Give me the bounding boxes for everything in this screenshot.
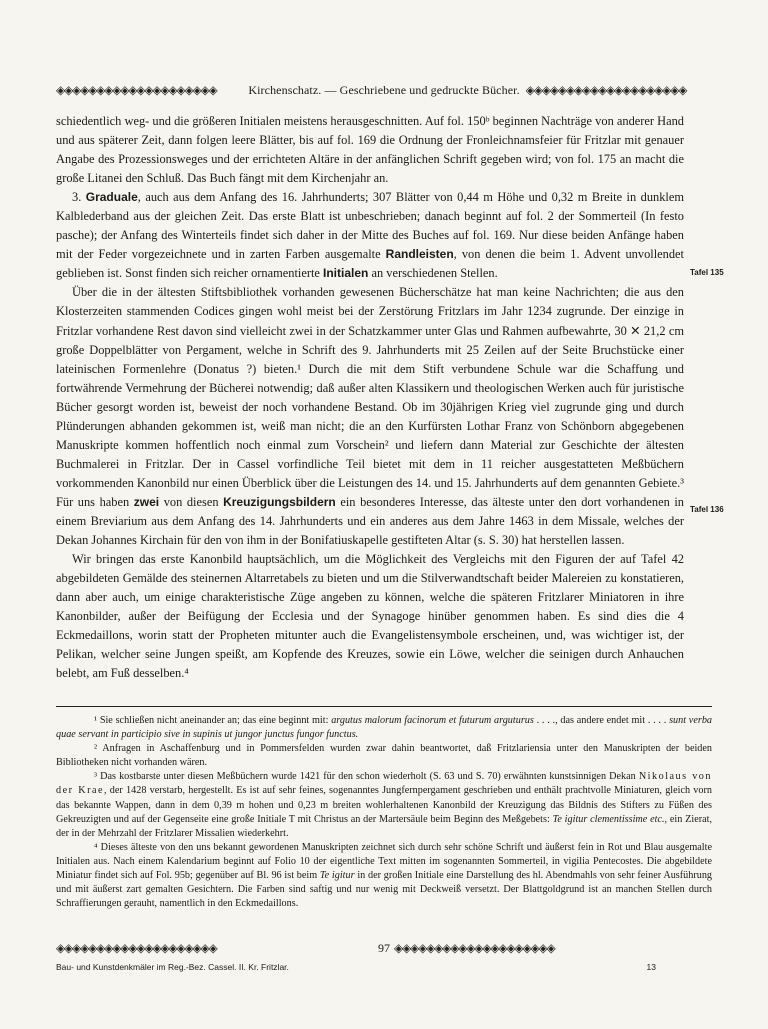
paragraph [56,550,684,683]
running-header-title: Kirchenschatz. — Geschriebene und gedruckte Bücher. [248,82,520,97]
text-run: , auch aus dem Anfang des 16. Jahrhunderts; 307 Blätter von 0,44 m Höhe und 0,32 m Breite in dunklem Kalblederband aus der gleichen Zeit. Das erste Blatt ist unbeschrieben; danach beginnt auf fol. 2 der Sommerteil (In festo pasche); der Anfang des Winterteils findet sich daher in der Mitte des Buches auf fol. 169. Nur diese beiden Anfänge haben mit der Feder vorgezeichnete und in zarten Farben ausgemalte [56,190,685,262]
header-ornament-right: ◈◈◈◈◈◈◈◈◈◈◈◈◈◈◈◈◈◈◈◈ [525,83,687,97]
bold-term: zwei [133,494,160,509]
italic-quote: argutus malorum facinorum et futurum arguturus [331,715,534,726]
paragraph [56,283,684,550]
running-header [56,82,712,98]
bold-term: Initialen [323,266,369,281]
text-run: , ein Zierat, der in der Mehrzahl der Fritzlarer Missalien wiederkehrt. [56,813,713,839]
text-run: , der 1428 verstarb, hergestellt. Es ist auf sehr feines, sogenanntes Jungfernpergament geschrieben und enthält prachtvolle Miniaturen, gleich vorn das bekannte Wappen, dann in dem 0,39 m hohen und 0,23 m breiten wohlerhaltenen Kanonbild der Kreuzigung das Bildnis des Stifters zu Füßen des Gekreuzigten und auf der Gegenseite eine große Initiale T mit Christus an der Martersäule beim Beginn des Meßgebets: [56,785,712,825]
footnote [56,841,712,911]
text-run: ³ Das kostbarste unter diesen Meßbüchern wurde 1421 für den schon wiederholt (S. 63 und S. 70) erwähnten kunstsinnigen Dekan [94,771,639,783]
bold-term: Graduale [85,190,138,205]
text-run: ² Anfragen in Aschaffenburg und in Pommersfelden wurden zwar dahin beantwortet, daß Fritzlariensia unter den Manuskripten der beiden Bibliotheken nicht vorhanden wären. [56,743,712,769]
italic-quote: sunt verba quae servant in participio sive in supinis ut jungor junctus fungor functus. [56,715,713,741]
text-run: an verschiedenen Stellen. [368,266,498,281]
series-title: Bau- und Kunstdenkmäler im Reg.-Bez. Cassel. II. Kr. Fritzlar. [56,962,289,972]
text-run: , von denen die beim 1. Advent unvollendet geblieben ist. Sonst finden sich reicher ornamentierte [56,247,684,281]
footer-ornament-right: ◈◈◈◈◈◈◈◈◈◈◈◈◈◈◈◈◈◈◈◈ [394,941,555,955]
paragraph [56,112,684,188]
margin-note-tafel-135: Tafel 135 [690,268,724,277]
text-run: . . . ., das andere endet mit . . . . [533,715,670,726]
sheet-signature: 13 [646,962,656,972]
footnotes [56,714,712,911]
spaced-name: Nikolaus von der Krae [56,771,712,797]
bold-term: Randleisten [385,247,454,262]
text-run: ein besonderes Interesse, das älteste unter den dort vorhandenen in einem Breviarium aus dem Anfang des 14. Jahrhunderts und ein anderes aus dem Jahre 1463 in dem Missale, welches der Dekan Johannes Kirchain für den von ihm in der Bonifatiuskapelle gestifteten Altar (s. S. 30) hat herstellen lassen. [56,494,684,548]
page-footer [56,962,712,976]
footnote [56,770,712,840]
text-run: 3. [72,190,86,205]
footnote-separator [56,706,712,707]
footnote [56,714,712,742]
page-number: 97 [378,940,390,955]
italic-quote: Te igitur [319,870,355,882]
header-ornament-left: ◈◈◈◈◈◈◈◈◈◈◈◈◈◈◈◈◈◈◈◈ [56,83,217,97]
footer-ornament-left: ◈◈◈◈◈◈◈◈◈◈◈◈◈◈◈◈◈◈◈◈ [56,941,217,955]
footnote [56,742,712,770]
text-run: ⁴ Dieses älteste von den uns bekannt gewordenen Manuskripten zeichnet sich durch sehr schöne Schrift und äußerst fein in Rot und Blau ausgemalte Initialen aus. Nach einem Kalendarium beginnt auf Folio 10 der eigentliche Text mitten im sogenannten Sommerteil, in vigilia Pentecostes. Die abgebildete Miniatur findet sich auf Fol. 95b; gegenüber auf Bl. 96 ist beim [56,841,712,882]
text-run: in der großen Initiale eine Darstellung des hl. Abendmahls von sehr feiner Ausführung und mit äußerst zart gemalten Gesichtern. Die Farben sind saftig und nur wenig mit Deckweiß versetzt. Der Blattgoldgrund ist an manchen Stellen durch Schraffierungen gerauht, namentlich in den Eckmedaillons. [56,870,713,910]
paragraph [56,188,684,283]
bold-term: Kreuzigungsbildern [223,494,336,509]
text-run: Über die in der ältesten Stiftsbibliothek vorhanden gewesenen Bücherschätze hat man keine Nachrichten; die aus den Klosterzeiten stammenden Codices gingen wohl meist bei der Zerstörung Fritzlars im Jahr 1234 zugrunde. Der einzige in Fritzlar vorhandene Rest davon sind vielleicht zwei in der Schatzkammer unter Glas und Rahmen aufbewahrte, 30 ✕ 21,2 cm große Doppelblätter von Pergament, welche in Schrift des 9. Jahrhunderts mit 25 Zeilen auf der Seite Bruchstücke einer lateinischen Formenlehre (Donatus ?) bieten.¹ Durch die mit dem Stift verbundene Schule war die Schaffung und fortwährende Vermehrung der Bücherei notwendig; daß außer alten Klassikern und theologischen Werken auch für juristische Bücher gesorgt worden ist, beweist der noch vorhandene Bestand. Ob im 30jährigen Krieg viel zugrunde ging und durch Plünderungen abhanden gekommen ist, weiß man nicht; die an den Kurfürsten Lothar Franz von Schönborn abgegebenen Manuskripte kommen hoffentlich noch einmal zum Vorschein² und liefern dann Material zur Geschichte der ältesten Buchmalerei in Fritzlar. Der in Cassel vorfindliche Teil bietet mit dem in 11 reicher ausgestatteten Meßbüchern vorkommenden Kanonbild nur einen Überblick über die Leistungen des 14. und 15. Jahrhunderts auf dem genannten Gebiete.³ Für uns haben [56,285,684,509]
text-run: schiedentlich weg- und die größeren Initialen meistens herausgeschnitten. Auf fol. 150ᵇ beginnen Nachträge von anderer Hand und aus späterer Zeit, dann folgen leere Blätter, bis auf fol. 169 die Ordnung der Fronleichnamsfeier für Fritzlar mit genauer Angabe des Prozessionsweges und der errichteten Altäre in der anfänglichen Schrift gegeben wird; von fol. 175 an macht die große Litanei den Schluß. Das Buch fängt mit dem Kirchenjahr an. [56,114,684,186]
margin-note-tafel-136: Tafel 136 [690,505,724,514]
text-run: von diesen [159,494,224,509]
text-run: ¹ Sie schließen nicht aneinander an; das eine beginnt mit: [94,715,332,726]
page-number-bar [56,940,712,956]
italic-quote: Te igitur clementissime etc. [552,813,665,825]
text-run: Wir bringen das erste Kanonbild hauptsächlich, um die Möglichkeit des Vergleichs mit den Figuren der auf Tafel 42 abgebildeten Gemälde des steinernen Altarretabels zu bieten und um die Stilverwandtschaft beider Malereien zu konstatieren, dann aber auch, um einige charakteristische Züge angeben zu können, welche die späteren Fritzlarer Miniatoren in ihre Kanonbilder, außer der Beifügung der Ecclesia und der Synagoge hinüber genommen haben. Es sind dies die 4 Eckmedaillons, worin statt der Propheten mitunter auch die Evangelistensymbole erscheinen, und, was wichtiger ist, der Pelikan, welcher seine Jungen speißt, am Kopfende des Kreuzes, sowie ein Löwe, welcher die seinigen durch Anhauchen belebt, am Fuß desselben.⁴ [56,552,684,681]
body-text [56,112,684,683]
